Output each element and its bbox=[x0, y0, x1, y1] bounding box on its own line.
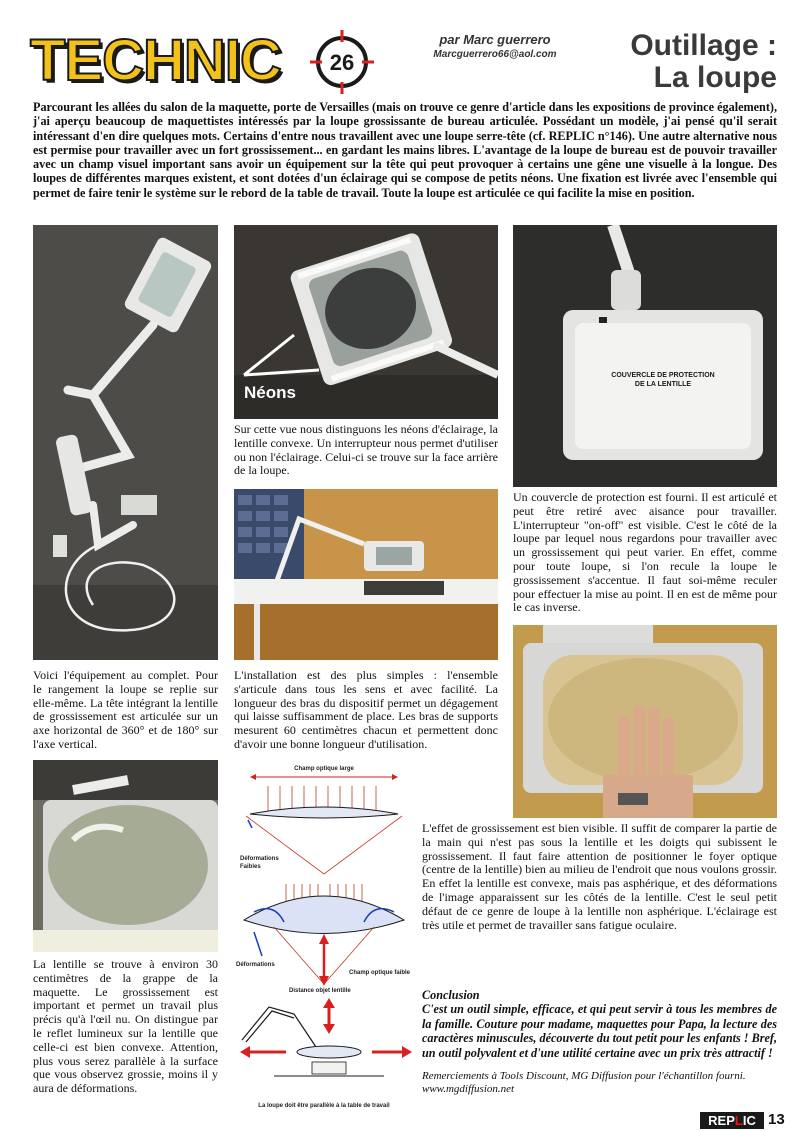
neons-label: Néons bbox=[244, 383, 296, 402]
caption-lens-distance: La lentille se trouve à environ 30 centimètres de la grappe de la maquette. Le grossissement est important et permet un travail plus précis qu'à l'œil nu. On distingue par le reflet lumineux sur la lentille que celle-ci est bien convexe. Attention, plus vous serez parallèle à la surface que vous observez grossie, moins il y aura de déformations. bbox=[33, 957, 218, 1096]
article-header bbox=[0, 0, 799, 100]
cover-label-line2: DE LA LENTILLE bbox=[634, 381, 692, 388]
diagram-wide-field bbox=[240, 766, 402, 874]
author-block bbox=[410, 32, 580, 61]
acknowledgements-url: www.mgdiffusion.net bbox=[422, 1083, 515, 1095]
page-number: 13 bbox=[768, 1111, 785, 1128]
conclusion-block bbox=[422, 988, 777, 1060]
crosshair-icon bbox=[310, 30, 374, 94]
acknowledgements-text: Remerciements à Tools Discount, MG Diffusion pour l'échantillon fourni. bbox=[422, 1070, 746, 1082]
magazine-logo-l: L bbox=[734, 1113, 743, 1128]
cover-label-line1: COUVERCLE DE PROTECTION bbox=[611, 372, 715, 379]
diagram-weak-field bbox=[236, 884, 411, 994]
magazine-logo-post: IC bbox=[742, 1113, 756, 1128]
magazine-logo-pre: REP bbox=[708, 1113, 735, 1128]
diagram-parallel-lamp bbox=[240, 998, 412, 1109]
photo-complete-equipment bbox=[33, 225, 218, 660]
caption-complete-equipment: Voici l'équipement au complet. Pour le rangement la loupe se replie sur elle-même. La tête intégrant la lentille de grossissement est articulée sur un axe horizontal de 360° et de 180° sur l'axe vertical. bbox=[33, 668, 218, 751]
magazine-logo bbox=[700, 1112, 764, 1129]
article-title-line1: Outillage : bbox=[630, 29, 777, 62]
label-parallel-note: La loupe doit être parallèle à la table de travail bbox=[258, 1103, 390, 1109]
author-byline: par Marc guerrero bbox=[439, 32, 551, 47]
caption-installation: L'installation est des plus simples : l'ensemble s'articule dans tous les sens et avec facilité. La longueur des bras du dispositif permet un dégagement qui laisse suffisamment de place. Les bras de supports mesurent 60 centimètres chacun et permettent donc d'avoir une bonne longueur d'utilisation. bbox=[234, 668, 498, 751]
photo-magnification bbox=[513, 625, 777, 818]
technic-logo: TECHNIC bbox=[30, 28, 281, 93]
photo-lens-distance bbox=[33, 760, 218, 952]
conclusion-heading: Conclusion bbox=[422, 988, 480, 1002]
article-title-line2: La loupe bbox=[653, 61, 777, 94]
issue-number: 26 bbox=[329, 50, 355, 75]
caption-cover: Un couvercle de protection est fourni. Il est articulé et peut être retiré avec aisance pour travailler. L'interrupteur "on-off" est visible. C'est le côté de la loupe par lequel nous regardons pour travailler avec un grossissement qui peut varier. En effet, comme pour toute loupe, si l'on recule la loupe le grossissement s'accentue. Il faut soi-même reculer pour effectuer la mise au point. Il en est de même pour le cas inverse. bbox=[513, 490, 777, 615]
conclusion-text: C'est un outil simple, efficace, et qui peut servir à tous les membres de la famille. Couture pour madame, maquettes pour Papa, la lecture des caractères minuscules, découverte du tout petit pour les enfants ! Bref, un outil polyvalent et d'une utilité certaine avec un prix très attractif ! bbox=[422, 1002, 777, 1060]
label-wide-field: Champ optique large bbox=[294, 766, 354, 772]
photo-installation bbox=[234, 489, 498, 660]
label-weak-deform-line1: Déformations bbox=[240, 856, 279, 862]
issue-badge bbox=[310, 30, 374, 94]
photo-protective-cover bbox=[513, 225, 777, 487]
intro-paragraph: Parcourant les allées du salon de la maquette, porte de Versailles (mais on trouve ce genre d'article dans les expositions de province également), j'ai aperçu beaucoup de maquettistes intéressés par la loupe grossissante de bureau articulée. Possédant un modèle, j'ai pensé qu'il serait intéressant d'en dire quelques mots. Certains d'entre nous travaillent avec une loupe serre-tête (cf. REPLIC n°146). Une autre alternative nous est permise pour travailler avec un fort grossissement... en gardant les mains libres. L'avantage de la loupe de bureau est de pouvoir travailler avec un champ visuel important sans avoir un équipement sur la tête qui peut provoquer à certains une gêne une visuelle à la longue. Des loupes de différentes marques existent, et sont dotées d'un éclairage qui se compose de petits néons. Une fixation est livrée avec l'ensemble qui permet de faire tenir le système sur le rebord de la table de travail. Toute la loupe est articulée ce qui facilite la mise en position. bbox=[33, 100, 777, 200]
label-weak-field: Champ optique faible bbox=[349, 970, 411, 976]
caption-neons: Sur cette vue nous distinguons les néons d'éclairage, la lentille convexe. Un interrupteur nous permet d'utiliser ou non l'éclairage. Celui-ci se trouve sur la face arrière de la loupe. bbox=[234, 422, 498, 478]
optical-diagrams bbox=[234, 762, 414, 1112]
label-weak-deform-line2: Faibles bbox=[240, 864, 261, 870]
photo-neons bbox=[234, 225, 498, 419]
label-deformations: Déformations bbox=[236, 962, 275, 968]
author-email: Marcguerrero66@aol.com bbox=[433, 49, 557, 60]
label-distance: Distance objet lentille bbox=[289, 988, 351, 994]
acknowledgements bbox=[422, 1070, 777, 1096]
caption-magnification: L'effet de grossissement est bien visible. Il suffit de comparer la partie de la main qui n'est pas sous la lentille et les doigts qui subissent le grossissement. Il faut faire attention de positionner le foyer optique (centre de la lentille) bien au milieu de l'endroit que nous voulons grossir. En effet la lentille est convexe, mais pas asphérique, et des déformations de l'image apparaissent sur les côtés de la lentille. C'est le seul petit défaut de ce genre de loupe à la lentille non asphérique. L'éclairage est très utile et permet de travailler sans fatigue oculaire. bbox=[422, 821, 777, 932]
article-title bbox=[560, 30, 777, 94]
